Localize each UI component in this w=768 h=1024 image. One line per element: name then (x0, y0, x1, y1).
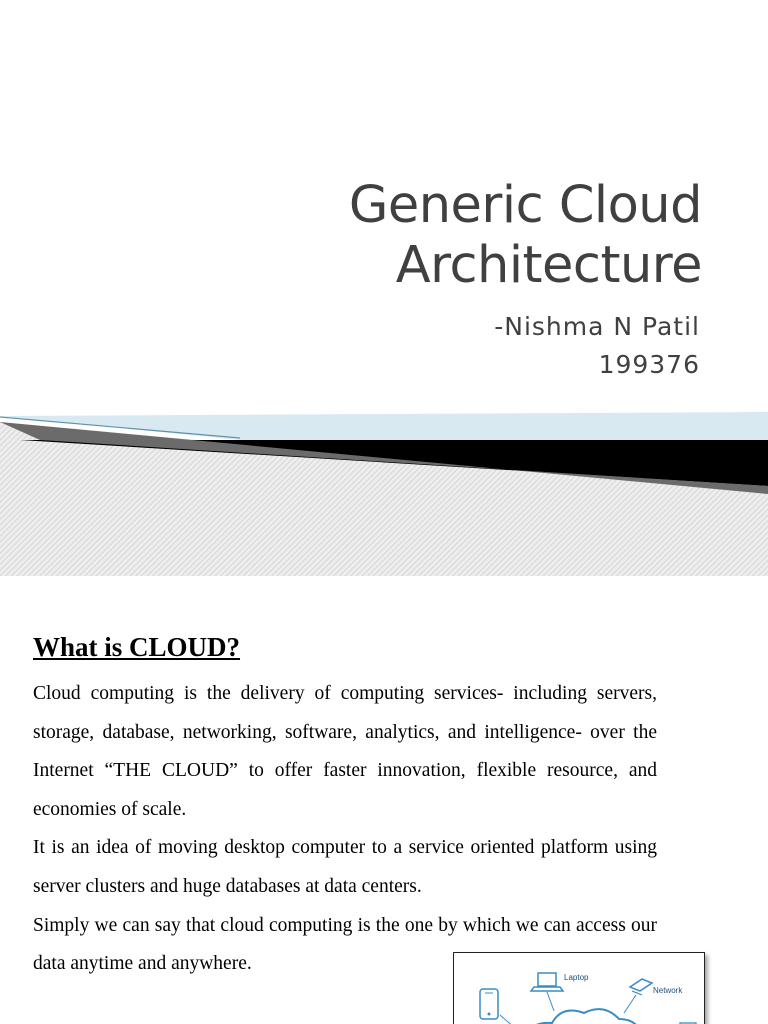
decorative-bands (0, 400, 768, 576)
section-heading: What is CLOUD? (33, 632, 241, 662)
slide-title-line-1: Generic Cloud (348, 176, 702, 235)
phone-icon (480, 989, 498, 1019)
slide-title (102, 176, 702, 296)
connector-line (624, 995, 636, 1013)
slide-title-line-2: Architecture (395, 236, 702, 295)
connector-line (547, 992, 554, 1011)
author-name: -Nishma N Patil (494, 312, 700, 341)
body-text (33, 675, 657, 984)
network-icon (630, 979, 652, 995)
slide-subtitle (200, 308, 700, 384)
network-label: Network (653, 986, 683, 995)
paragraph: Simply we can say that cloud computing is the one by which we can access our data anytime and anywhere. (33, 914, 657, 975)
cloud-icon (524, 1009, 644, 1024)
content-slide (0, 576, 768, 1024)
connector-line (500, 1015, 516, 1024)
laptop-label: Laptop (564, 973, 589, 982)
paragraph: It is an idea of moving desktop computer to a service oriented platform using server clusters and huge databases at data centers. (33, 837, 657, 897)
paragraph: Cloud computing is the delivery of computing services- including servers, storage, database, networking, software, analytics, and intelligence- over the Internet “THE CLOUD” to offer faster innovation, flexible resource, and economies of scale. (33, 683, 657, 820)
laptop-icon (531, 973, 563, 991)
cloud-diagram (453, 952, 705, 1024)
id-number: 199376 (598, 350, 700, 379)
